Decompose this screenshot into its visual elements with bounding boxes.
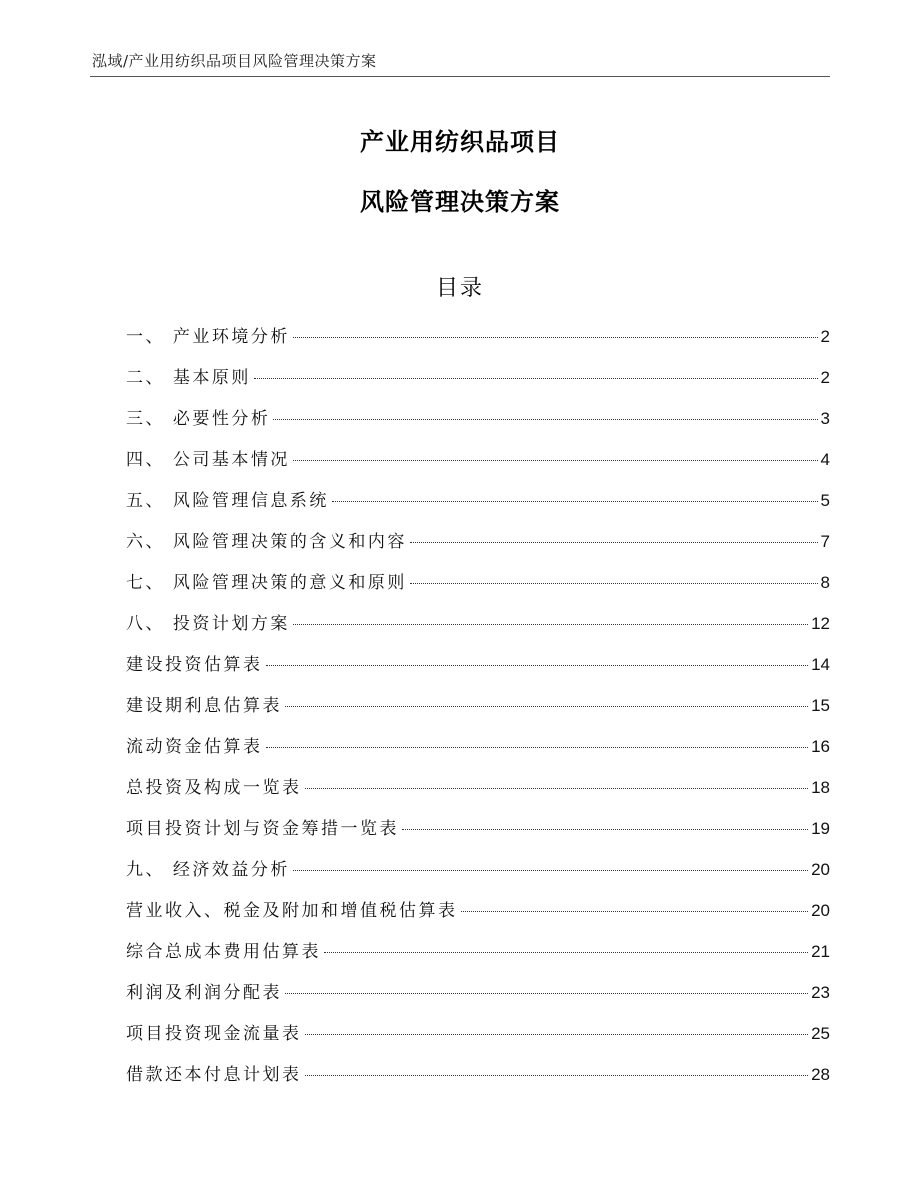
toc-entry-label: 借款还本付息计划表 <box>126 1065 302 1085</box>
toc-leader-dots <box>332 501 818 502</box>
toc-entry-page: 7 <box>820 532 830 551</box>
toc-entry[interactable] <box>126 773 830 814</box>
toc-entry-page: 2 <box>820 327 830 346</box>
toc-entry-page: 5 <box>820 491 830 510</box>
toc-leader-dots <box>305 1075 809 1076</box>
toc-leader-dots <box>266 665 809 666</box>
toc-entry-label: 利润及利润分配表 <box>126 983 282 1003</box>
toc-entry-label: 流动资金估算表 <box>126 737 263 757</box>
toc-entry-page: 14 <box>811 655 830 674</box>
toc-entry-page: 15 <box>811 696 830 715</box>
toc-entry-page: 18 <box>811 778 830 797</box>
toc-entry-label: 九、 经济效益分析 <box>126 860 290 880</box>
toc-leader-dots <box>266 747 809 748</box>
toc-entry[interactable] <box>126 1060 830 1101</box>
toc-entry[interactable] <box>126 527 830 568</box>
running-header: 泓域/产业用纺织品项目风险管理决策方案 <box>92 52 377 70</box>
toc-entry-label: 六、 风险管理决策的含义和内容 <box>126 532 407 552</box>
toc-entry-label: 八、 投资计划方案 <box>126 614 290 634</box>
toc-entry[interactable] <box>126 609 830 650</box>
toc-entry-page: 21 <box>811 942 830 961</box>
table-of-contents <box>126 322 830 1101</box>
toc-entry[interactable] <box>126 732 830 773</box>
toc-leader-dots <box>324 952 808 953</box>
toc-entry-label: 建设投资估算表 <box>126 655 263 675</box>
toc-entry[interactable] <box>126 404 830 445</box>
toc-leader-dots <box>273 419 817 420</box>
toc-leader-dots <box>293 624 808 625</box>
toc-entry[interactable] <box>126 691 830 732</box>
toc-entry[interactable] <box>126 568 830 609</box>
toc-entry-label: 一、 产业环境分析 <box>126 327 290 347</box>
toc-leader-dots <box>254 378 818 379</box>
toc-leader-dots <box>402 829 808 830</box>
toc-entry-page: 20 <box>811 901 830 920</box>
toc-entry-label: 项目投资现金流量表 <box>126 1024 302 1044</box>
toc-entry-label: 综合总成本费用估算表 <box>126 942 321 962</box>
toc-leader-dots <box>285 706 808 707</box>
toc-entry-label: 三、 必要性分析 <box>126 409 271 429</box>
toc-entry[interactable] <box>126 896 830 937</box>
toc-entry[interactable] <box>126 937 830 978</box>
toc-entry-page: 20 <box>811 860 830 879</box>
toc-entry[interactable] <box>126 486 830 527</box>
toc-leader-dots <box>410 583 818 584</box>
toc-entry[interactable] <box>126 363 830 404</box>
toc-heading: 目录 <box>435 276 484 301</box>
toc-entry-page: 23 <box>811 983 830 1002</box>
toc-leader-dots <box>410 542 818 543</box>
toc-entry[interactable] <box>126 855 830 896</box>
toc-entry-label: 二、 基本原则 <box>126 368 251 388</box>
toc-entry-page: 8 <box>820 573 830 592</box>
toc-entry[interactable] <box>126 1019 830 1060</box>
toc-entry-page: 28 <box>811 1065 830 1084</box>
toc-entry-label: 建设期利息估算表 <box>126 696 282 716</box>
toc-leader-dots <box>293 870 808 871</box>
toc-entry-label: 营业收入、税金及附加和增值税估算表 <box>126 901 458 921</box>
toc-entry-label: 四、 公司基本情况 <box>126 450 290 470</box>
toc-entry[interactable] <box>126 814 830 855</box>
toc-entry-label: 七、 风险管理决策的意义和原则 <box>126 573 407 593</box>
toc-leader-dots <box>305 788 809 789</box>
toc-entry-page: 12 <box>811 614 830 633</box>
toc-leader-dots <box>293 337 818 338</box>
toc-entry-label: 项目投资计划与资金筹措一览表 <box>126 819 399 839</box>
toc-entry-page: 16 <box>811 737 830 756</box>
toc-entry-label: 总投资及构成一览表 <box>126 778 302 798</box>
toc-entry-label: 五、 风险管理信息系统 <box>126 491 329 511</box>
toc-leader-dots <box>461 911 809 912</box>
document-title-line-1: 产业用纺织品项目 <box>360 128 560 156</box>
toc-entry[interactable] <box>126 322 830 363</box>
toc-entry[interactable] <box>126 445 830 486</box>
toc-entry-page: 3 <box>820 409 830 428</box>
toc-entry[interactable] <box>126 650 830 691</box>
toc-entry-page: 25 <box>811 1024 830 1043</box>
toc-entry-page: 2 <box>820 368 830 387</box>
header-divider <box>90 76 830 77</box>
toc-entry-page: 19 <box>811 819 830 838</box>
document-title-line-2: 风险管理决策方案 <box>360 188 560 216</box>
toc-entry[interactable] <box>126 978 830 1019</box>
toc-leader-dots <box>305 1034 809 1035</box>
toc-leader-dots <box>285 993 808 994</box>
toc-entry-page: 4 <box>820 450 830 469</box>
toc-leader-dots <box>293 460 818 461</box>
